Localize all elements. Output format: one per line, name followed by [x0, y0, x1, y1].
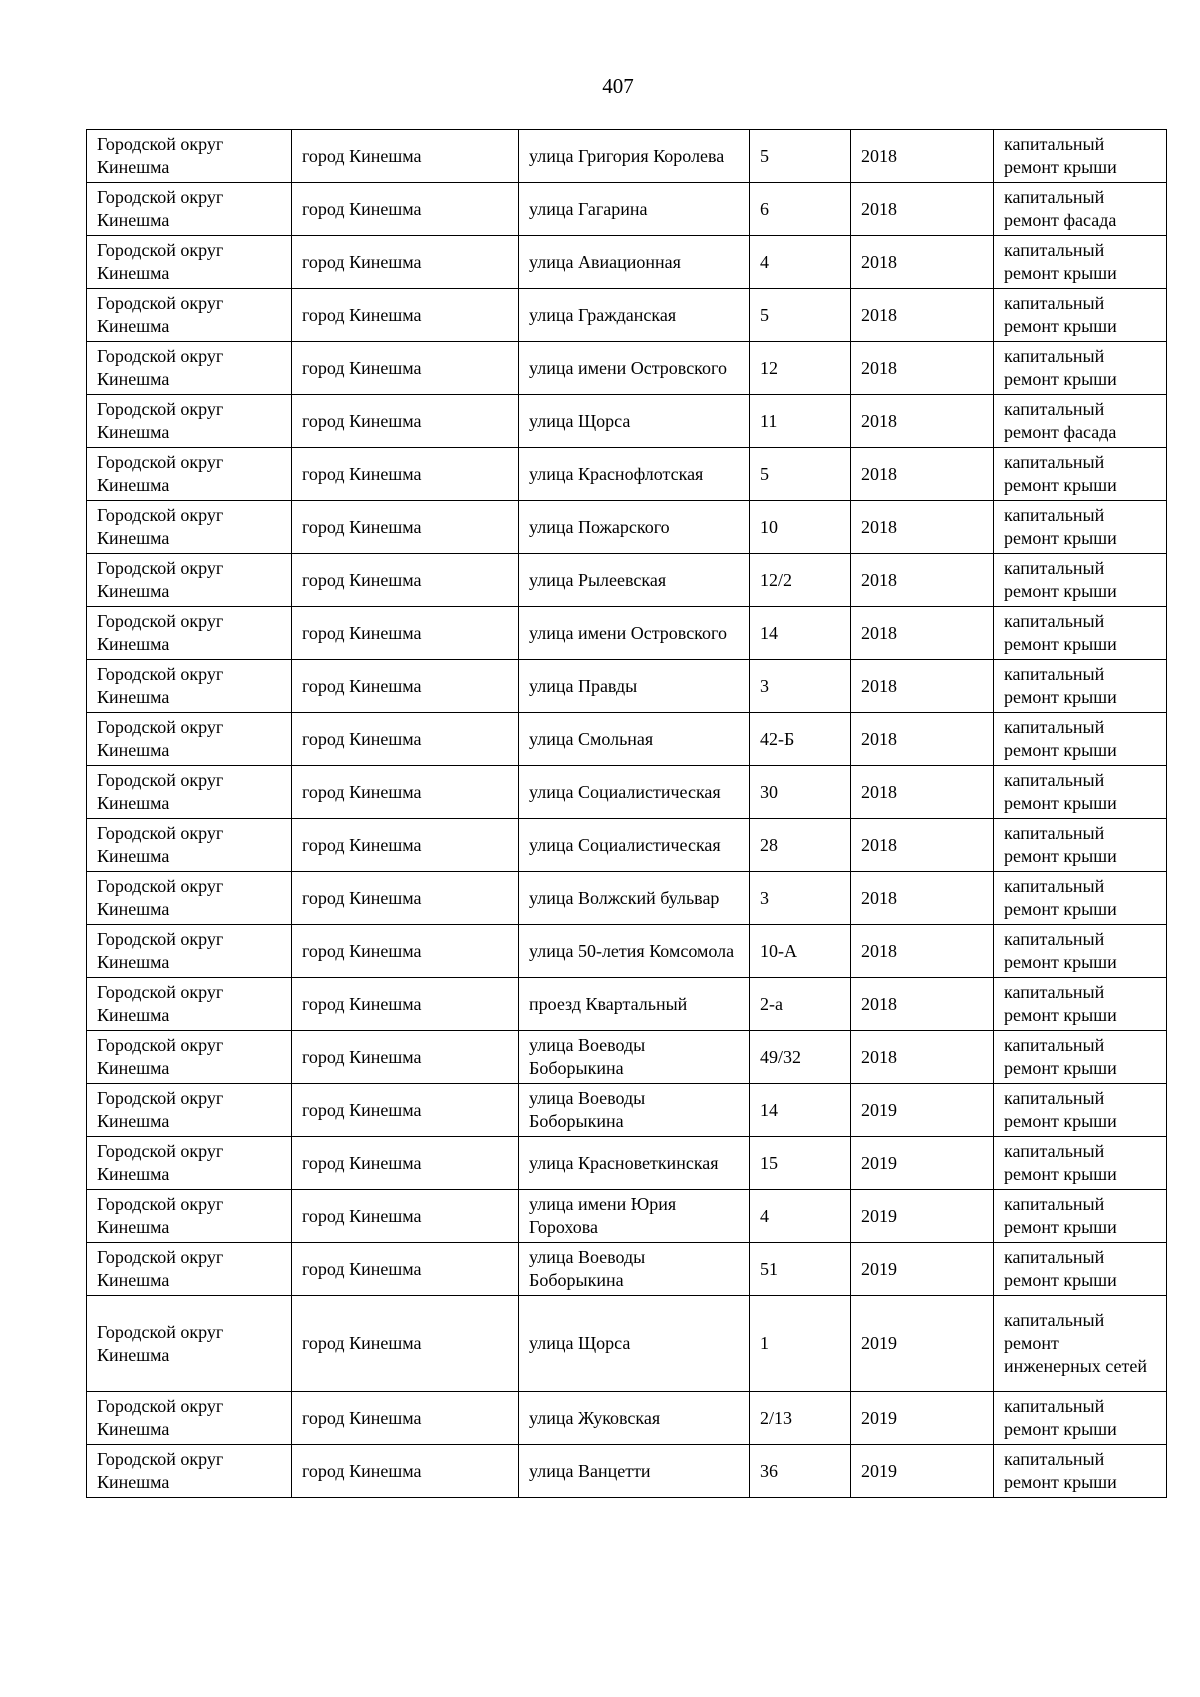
table-row	[87, 1445, 1167, 1498]
municipal-district-cell: Городской округ Кинешма	[87, 1392, 292, 1445]
house-number-cell: 3	[750, 872, 851, 925]
municipal-district-cell: Городской округ Кинешма	[87, 819, 292, 872]
street-cell: улица Социалистическая	[519, 819, 750, 872]
year-cell: 2018	[851, 660, 994, 713]
city-cell: город Кинешма	[292, 1190, 519, 1243]
work-type-cell: капитальный ремонт крыши	[994, 819, 1167, 872]
house-number-cell: 42-Б	[750, 713, 851, 766]
house-number-cell: 2-а	[750, 978, 851, 1031]
house-number-cell: 2/13	[750, 1392, 851, 1445]
table-row	[87, 713, 1167, 766]
work-type-cell: капитальный ремонт крыши	[994, 1243, 1167, 1296]
work-type-cell: капитальный ремонт фасада	[994, 395, 1167, 448]
year-cell: 2019	[851, 1392, 994, 1445]
page-number: 407	[602, 74, 634, 98]
municipal-district-cell: Городской округ Кинешма	[87, 236, 292, 289]
street-cell: улица Ванцетти	[519, 1445, 750, 1498]
city-cell: город Кинешма	[292, 1084, 519, 1137]
house-number-cell: 4	[750, 236, 851, 289]
work-type-cell: капитальный ремонт крыши	[994, 1137, 1167, 1190]
work-type-cell: капитальный ремонт крыши	[994, 1445, 1167, 1498]
year-cell: 2018	[851, 766, 994, 819]
work-type-cell: капитальный ремонт крыши	[994, 872, 1167, 925]
work-type-cell: капитальный ремонт крыши	[994, 448, 1167, 501]
house-number-cell: 36	[750, 1445, 851, 1498]
work-type-cell: капитальный ремонт крыши	[994, 342, 1167, 395]
work-type-cell: капитальный ремонт крыши	[994, 660, 1167, 713]
city-cell: город Кинешма	[292, 554, 519, 607]
work-type-cell: капитальный ремонт крыши	[994, 713, 1167, 766]
year-cell: 2018	[851, 501, 994, 554]
city-cell: город Кинешма	[292, 1392, 519, 1445]
house-number-cell: 6	[750, 183, 851, 236]
house-number-cell: 3	[750, 660, 851, 713]
city-cell: город Кинешма	[292, 872, 519, 925]
municipal-district-cell: Городской округ Кинешма	[87, 1137, 292, 1190]
work-type-cell: капитальный ремонт крыши	[994, 554, 1167, 607]
street-cell: улица Щорса	[519, 1296, 750, 1392]
year-cell: 2018	[851, 342, 994, 395]
city-cell: город Кинешма	[292, 766, 519, 819]
house-number-cell: 5	[750, 448, 851, 501]
year-cell: 2018	[851, 872, 994, 925]
municipal-district-cell: Городской округ Кинешма	[87, 501, 292, 554]
municipal-district-cell: Городской округ Кинешма	[87, 872, 292, 925]
house-number-cell: 30	[750, 766, 851, 819]
work-type-cell: капитальный ремонт крыши	[994, 766, 1167, 819]
municipal-district-cell: Городской округ Кинешма	[87, 660, 292, 713]
table-row	[87, 183, 1167, 236]
city-cell: город Кинешма	[292, 183, 519, 236]
work-type-cell: капитальный ремонт инженерных сетей	[994, 1296, 1167, 1392]
year-cell: 2018	[851, 448, 994, 501]
year-cell: 2019	[851, 1137, 994, 1190]
street-cell: улица Воеводы Боборыкина	[519, 1031, 750, 1084]
street-cell: улица Григория Королева	[519, 130, 750, 183]
municipal-district-cell: Городской округ Кинешма	[87, 925, 292, 978]
table-row	[87, 236, 1167, 289]
municipal-district-cell: Городской округ Кинешма	[87, 766, 292, 819]
street-cell: улица Гражданская	[519, 289, 750, 342]
table-row	[87, 819, 1167, 872]
municipal-district-cell: Городской округ Кинешма	[87, 1084, 292, 1137]
municipal-district-cell: Городской округ Кинешма	[87, 1243, 292, 1296]
work-type-cell: капитальный ремонт фасада	[994, 183, 1167, 236]
table-row	[87, 554, 1167, 607]
city-cell: город Кинешма	[292, 395, 519, 448]
year-cell: 2018	[851, 289, 994, 342]
street-cell: улица имени Островского	[519, 607, 750, 660]
house-number-cell: 10	[750, 501, 851, 554]
year-cell: 2018	[851, 713, 994, 766]
work-type-cell: капитальный ремонт крыши	[994, 1031, 1167, 1084]
city-cell: город Кинешма	[292, 713, 519, 766]
work-type-cell: капитальный ремонт крыши	[994, 130, 1167, 183]
house-number-cell: 4	[750, 1190, 851, 1243]
street-cell: улица Смольная	[519, 713, 750, 766]
municipal-district-cell: Городской округ Кинешма	[87, 713, 292, 766]
municipal-district-cell: Городской округ Кинешма	[87, 289, 292, 342]
work-type-cell: капитальный ремонт крыши	[994, 607, 1167, 660]
year-cell: 2018	[851, 819, 994, 872]
street-cell: улица Волжский бульвар	[519, 872, 750, 925]
city-cell: город Кинешма	[292, 1031, 519, 1084]
city-cell: город Кинешма	[292, 236, 519, 289]
year-cell: 2018	[851, 1031, 994, 1084]
year-cell: 2018	[851, 925, 994, 978]
municipal-district-cell: Городской округ Кинешма	[87, 554, 292, 607]
street-cell: улица Рылеевская	[519, 554, 750, 607]
year-cell: 2019	[851, 1445, 994, 1498]
city-cell: город Кинешма	[292, 1243, 519, 1296]
work-type-cell: капитальный ремонт крыши	[994, 501, 1167, 554]
table-row	[87, 1031, 1167, 1084]
house-number-cell: 11	[750, 395, 851, 448]
city-cell: город Кинешма	[292, 130, 519, 183]
street-cell: улица Воеводы Боборыкина	[519, 1243, 750, 1296]
table-row	[87, 1137, 1167, 1190]
table-row	[87, 925, 1167, 978]
house-number-cell: 28	[750, 819, 851, 872]
table-row	[87, 1190, 1167, 1243]
municipal-district-cell: Городской округ Кинешма	[87, 395, 292, 448]
street-cell: улица имени Островского	[519, 342, 750, 395]
municipal-district-cell: Городской округ Кинешма	[87, 183, 292, 236]
house-number-cell: 5	[750, 130, 851, 183]
year-cell: 2018	[851, 395, 994, 448]
municipal-district-cell: Городской округ Кинешма	[87, 607, 292, 660]
municipal-district-cell: Городской округ Кинешма	[87, 1296, 292, 1392]
municipal-district-cell: Городской округ Кинешма	[87, 342, 292, 395]
street-cell: улица Гагарина	[519, 183, 750, 236]
table-row	[87, 1243, 1167, 1296]
house-number-cell: 15	[750, 1137, 851, 1190]
table-row	[87, 395, 1167, 448]
street-cell: проезд Квартальный	[519, 978, 750, 1031]
year-cell: 2019	[851, 1084, 994, 1137]
street-cell: улица имени Юрия Горохова	[519, 1190, 750, 1243]
municipal-district-cell: Городской округ Кинешма	[87, 1445, 292, 1498]
table-row	[87, 448, 1167, 501]
street-cell: улица Пожарского	[519, 501, 750, 554]
city-cell: город Кинешма	[292, 925, 519, 978]
house-number-cell: 12	[750, 342, 851, 395]
city-cell: город Кинешма	[292, 1137, 519, 1190]
municipal-district-cell: Городской округ Кинешма	[87, 978, 292, 1031]
table-row	[87, 766, 1167, 819]
municipal-district-cell: Городской округ Кинешма	[87, 130, 292, 183]
year-cell: 2019	[851, 1296, 994, 1392]
table-row	[87, 872, 1167, 925]
street-cell: улица 50-летия Комсомола	[519, 925, 750, 978]
house-number-cell: 49/32	[750, 1031, 851, 1084]
house-number-cell: 51	[750, 1243, 851, 1296]
house-number-cell: 5	[750, 289, 851, 342]
municipal-district-cell: Городской округ Кинешма	[87, 1031, 292, 1084]
table-row	[87, 1084, 1167, 1137]
street-cell: улица Щорса	[519, 395, 750, 448]
street-cell: улица Воеводы Боборыкина	[519, 1084, 750, 1137]
year-cell: 2019	[851, 1190, 994, 1243]
municipal-district-cell: Городской округ Кинешма	[87, 448, 292, 501]
year-cell: 2019	[851, 1243, 994, 1296]
work-type-cell: капитальный ремонт крыши	[994, 978, 1167, 1031]
work-type-cell: капитальный ремонт крыши	[994, 1392, 1167, 1445]
table-row	[87, 289, 1167, 342]
work-type-cell: капитальный ремонт крыши	[994, 289, 1167, 342]
year-cell: 2018	[851, 236, 994, 289]
street-cell: улица Правды	[519, 660, 750, 713]
street-cell: улица Красноветкинская	[519, 1137, 750, 1190]
house-number-cell: 14	[750, 607, 851, 660]
repair-schedule-table	[86, 129, 1167, 1498]
city-cell: город Кинешма	[292, 448, 519, 501]
table-row	[87, 978, 1167, 1031]
city-cell: город Кинешма	[292, 660, 519, 713]
table-row	[87, 501, 1167, 554]
table-row	[87, 607, 1167, 660]
city-cell: город Кинешма	[292, 607, 519, 660]
year-cell: 2018	[851, 978, 994, 1031]
city-cell: город Кинешма	[292, 978, 519, 1031]
work-type-cell: капитальный ремонт крыши	[994, 1190, 1167, 1243]
street-cell: улица Жуковская	[519, 1392, 750, 1445]
table-row	[87, 1392, 1167, 1445]
municipal-district-cell: Городской округ Кинешма	[87, 1190, 292, 1243]
table-row	[87, 660, 1167, 713]
house-number-cell: 10-А	[750, 925, 851, 978]
street-cell: улица Краснофлотская	[519, 448, 750, 501]
work-type-cell: капитальный ремонт крыши	[994, 925, 1167, 978]
city-cell: город Кинешма	[292, 819, 519, 872]
city-cell: город Кинешма	[292, 289, 519, 342]
work-type-cell: капитальный ремонт крыши	[994, 1084, 1167, 1137]
year-cell: 2018	[851, 183, 994, 236]
street-cell: улица Авиационная	[519, 236, 750, 289]
table-row	[87, 342, 1167, 395]
street-cell: улица Социалистическая	[519, 766, 750, 819]
city-cell: город Кинешма	[292, 1296, 519, 1392]
house-number-cell: 14	[750, 1084, 851, 1137]
table-row	[87, 1296, 1167, 1392]
year-cell: 2018	[851, 130, 994, 183]
city-cell: город Кинешма	[292, 1445, 519, 1498]
year-cell: 2018	[851, 554, 994, 607]
city-cell: город Кинешма	[292, 342, 519, 395]
house-number-cell: 12/2	[750, 554, 851, 607]
table-row	[87, 130, 1167, 183]
house-number-cell: 1	[750, 1296, 851, 1392]
city-cell: город Кинешма	[292, 501, 519, 554]
work-type-cell: капитальный ремонт крыши	[994, 236, 1167, 289]
year-cell: 2018	[851, 607, 994, 660]
table-body	[87, 130, 1167, 1498]
